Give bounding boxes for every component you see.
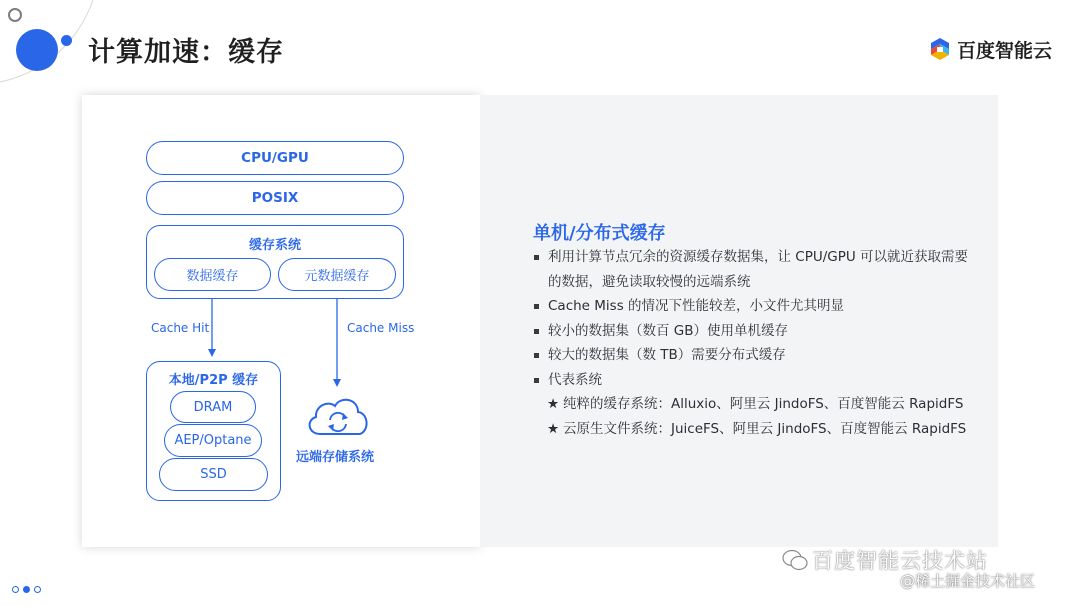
pager-dot-active: [23, 586, 30, 593]
decorative-circle-small: [61, 35, 72, 46]
metadata-cache-box: 元数据缓存: [278, 258, 396, 291]
posix-box: POSIX: [146, 181, 404, 215]
ssd-box: SSD: [159, 458, 268, 491]
cpu-gpu-box: CPU/GPU: [146, 141, 404, 175]
star-icon: ★: [547, 396, 560, 412]
watermark-channel-text: 百度智能云技术站: [812, 549, 988, 573]
aep-optane-box: AEP/Optane: [164, 424, 262, 457]
wechat-icon: [782, 549, 808, 571]
pager-dot: [34, 586, 41, 593]
page-title: 计算加速：缓存: [88, 37, 284, 68]
brand-logo: [929, 36, 1052, 62]
baidu-cloud-logo-icon: [929, 37, 951, 61]
cache-miss-label: Cache Miss: [347, 321, 415, 335]
remote-storage-label: 远端存储系统: [296, 450, 375, 465]
sub-bullet-item: [533, 392, 973, 417]
sub-bullet-item: [533, 417, 973, 442]
sub-bullet-text: 云原生文件系统：JuiceFS、阿里云 JindoFS、百度智能云 RapidFS: [563, 420, 967, 437]
cache-system-title: 缓存系统: [248, 238, 301, 253]
pager-dot: [12, 586, 19, 593]
bullet-item: Cache Miss 的情况下性能较差，小文件尤其明显: [533, 294, 973, 319]
section-title: 单机/分布式缓存: [533, 223, 666, 244]
local-p2p-cache-title: 本地/P2P 缓存: [168, 373, 259, 388]
bullet-item: 利用计算节点冗余的资源缓存数据集，让 CPU/GPU 可以就近获取需要的数据，避免读取较慢的远端系统: [533, 245, 973, 294]
star-icon: ★: [547, 420, 560, 437]
bullet-item: 较小的数据集（数百 GB）使用单机缓存: [533, 319, 973, 344]
logo-text: 百度智能云: [957, 39, 1053, 62]
bullet-item: 代表系统: [533, 368, 973, 393]
watermark-source: @稀土掘金技术社区: [900, 572, 1036, 590]
sub-bullet-text: 纯粹的缓存系统：Alluxio、阿里云 JindoFS、百度智能云 RapidFS: [563, 396, 964, 412]
bullet-item: 较大的数据集（数 TB）需要分布式缓存: [533, 343, 973, 368]
data-cache-box: 数据缓存: [154, 258, 271, 291]
decorative-circle-large: [16, 29, 58, 71]
cloud-sync-icon: [302, 392, 374, 440]
dram-box: DRAM: [170, 391, 256, 423]
bullet-list: [533, 245, 973, 441]
cache-hit-label: Cache Hit: [151, 321, 210, 335]
decorative-ring-icon: [8, 8, 22, 22]
slide-pager: [12, 586, 41, 593]
